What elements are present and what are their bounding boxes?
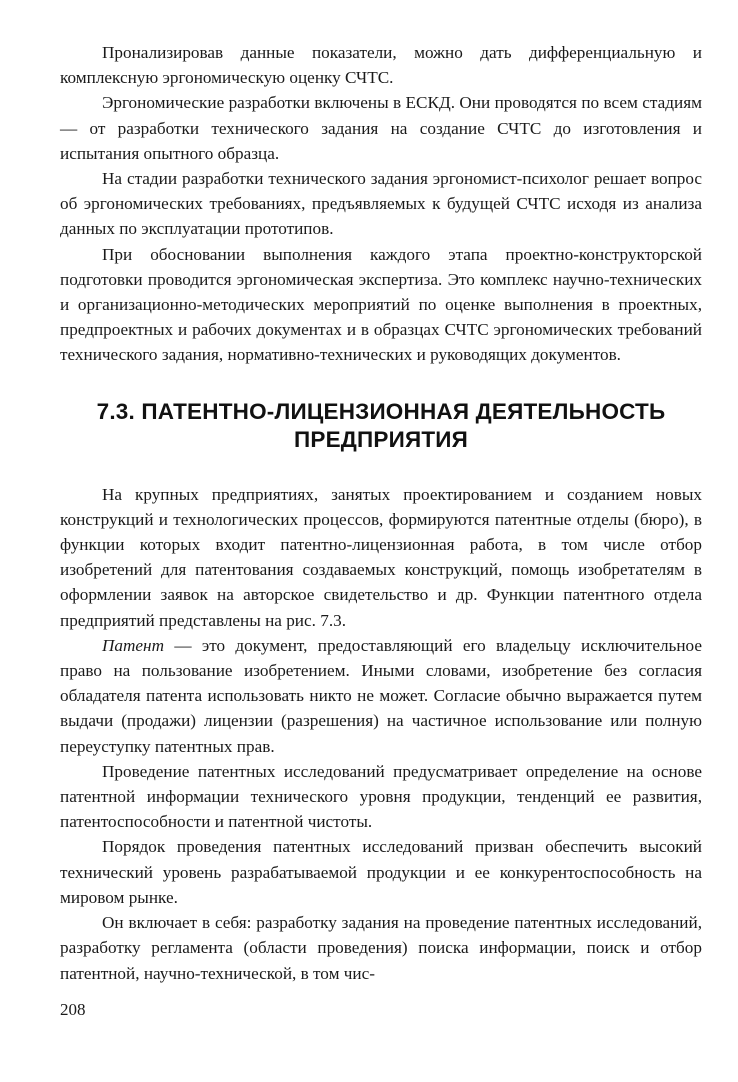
section-heading-line-2: ПРЕДПРИЯТИЯ (293, 426, 469, 452)
paragraph-ergonomic-expertise: При обосновании выполнения каждого этапа проектно-конструкторской подготовки проводится эргономическая экспертиза. Это комплекс научно-технических и организационно-методических мероприятий по оценке выполнения в проектных, предпроектных и рабочих документах и в образцах СЧТС эргономических требований технического задания, нормативно-технических и руководящих документов. (60, 244, 702, 365)
page-number: 208 (60, 1000, 86, 1019)
patent-definition-text: — это документ, предоставляющий его владельцу исключительное право на пользование изобретением. Иными словами, изобретение без согласия обладателя патента использовать никто не может. Согласие обычно выражается путем выдачи (продажи) лицензии (разрешения) на частичное использование или полную переуступку патентных прав. (60, 635, 702, 756)
section-heading (60, 398, 702, 454)
paragraph-research-includes: Он включает в себя: разработку задания на проведение патентных исследований, разработку регламента (области проведения) поиска информации, поиск и отбор патентной, научно-технической, в том чис- (60, 913, 702, 983)
paragraph-research-procedure: Порядок проведения патентных исследований призван обеспечить высокий технический уровень разрабатываемой продукции и ее конкурентоспособность на мировом рынке. (60, 837, 702, 907)
paragraph-patent-definition (60, 633, 702, 759)
paragraph-technical-task: На стадии разработки технического задания эргономист-психолог решает вопрос об эргономических требованиях, предъявляемых к будущей СЧТС исходя из анализа данных по эксплуатации прототипов. (60, 169, 702, 239)
paragraph-patent-departments: На крупных предприятиях, занятых проектированием и созданием новых конструкций и технологических процессов, формируются патентные отделы (бюро), в функции которых входит патентно-лицензионная работа, в том числе отбор изобретений для патентования создаваемых конструкций, помощь изобретателям в оформлении заявок на авторское свидетельство и др. Функции патентного отдела предприятий представлены на рис. 7.3. (60, 484, 702, 630)
paragraph-patent-research: Проведение патентных исследований предусматривает определение на основе патентной информации технического уровня продукции, тенденций ее развития, патентоспособности и патентной чистоты. (60, 761, 702, 832)
section-heading-line-1: 7.3. ПАТЕНТНО-ЛИЦЕНЗИОННАЯ ДЕЯТЕЛЬНОСТЬ (96, 398, 666, 424)
paragraph-eskd: Эргономические разработки включены в ЕСКД. Они проводятся по всем стадиям — от разработки технического задания на создание СЧТС до изготовления и испытания опытного образца. (60, 93, 702, 163)
patent-term: Патент (102, 635, 164, 655)
book-page (60, 40, 702, 986)
paragraph-ergonomic-assessment: Пронализировав данные показатели, можно дать дифференциальную и комплексную эргономическую оценку СЧТС. (60, 43, 702, 88)
